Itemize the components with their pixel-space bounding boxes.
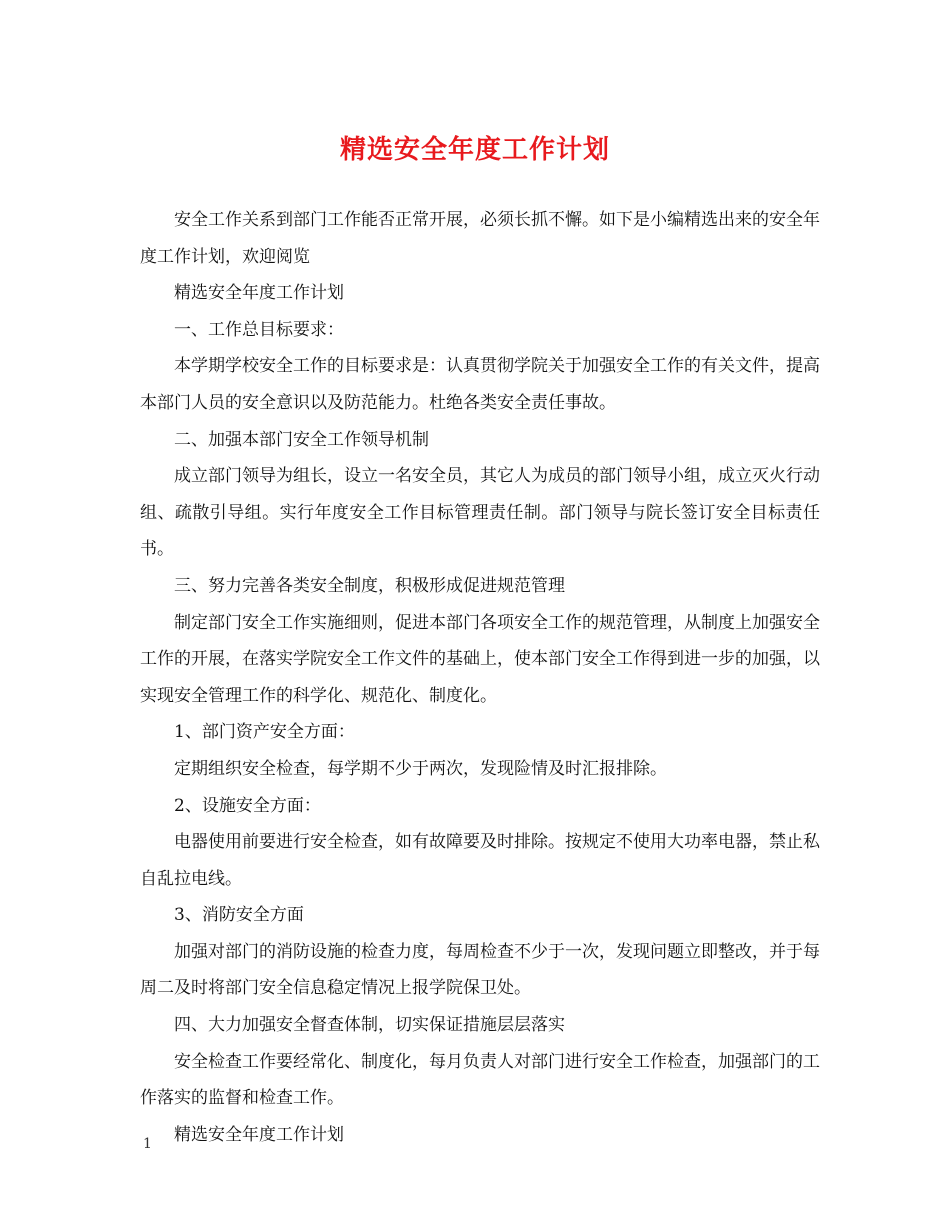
paragraph-section-4: 安全检查工作要经常化、制度化，每月负责人对部门进行安全工作检查，加强部门的工作落实的监督和检查工作。 [140,1051,820,1109]
heading-section-3: 三、努力完善各类安全制度，积极形成促进规范管理 [174,575,565,596]
paragraph-fire-safety: 加强对部门的消防设施的检查力度，每周检查不少于一次，发现问题立即整改，并于每周二及时将部门安全信息稳定情况上报学院保卫处。 [140,941,820,999]
heading-fire-safety: 3、消防安全方面 [174,905,304,926]
paragraph-section-2: 成立部门领导为组长，设立一名安全员，其它人为成员的部门领导小组，成立灭火行动组、疏散引导组。实行年度安全工作目标管理责任制。部门领导与院长签订安全目标责任书。 [140,466,820,560]
paragraph-subtitle: 精选安全年度工作计划 [174,283,344,304]
page-number: 1 [143,1136,152,1152]
heading-section-1: 一、工作总目标要求： [174,319,344,340]
paragraph-facility-safety: 电器使用前要进行安全检查，如有故障要及时排除。按规定不使用大功率电器，禁止私自乱拉电线。 [140,832,820,889]
paragraph-subtitle-repeat: 精选安全年度工作计划 [174,1124,344,1145]
heading-section-4: 四、大力加强安全督查体制，切实保证措施层层落实 [174,1015,565,1036]
paragraph-section-1: 本学期学校安全工作的目标要求是：认真贯彻学院关于加强安全工作的有关文件，提高本部门人员的安全意识以及防范能力。杜绝各类安全责任事故。 [140,356,820,413]
paragraph-intro: 安全工作关系到部门工作能否正常开展，必须长抓不懈。如下是小编精选出来的安全年度工作计划，欢迎阅览 [140,210,820,267]
heading-section-2: 二、加强本部门安全工作领导机制 [174,429,429,450]
paragraph-section-3: 制定部门安全工作实施细则，促进本部门各项安全工作的规范管理，从制度上加强安全工作的开展，在落实学院安全工作文件的基础上，使本部门安全工作得到进一步的加强，以实现安全管理工作的科学化、规范化、制度化。 [140,612,820,706]
heading-facility-safety: 2、设施安全方面： [174,795,321,816]
heading-asset-safety: 1、部门资产安全方面： [174,722,355,743]
document-title: 精选安全年度工作计划 [339,135,610,165]
document-body [140,202,820,1153]
paragraph-asset-safety: 定期组织安全检查，每学期不少于两次，发现险情及时汇报排除。 [174,758,667,779]
